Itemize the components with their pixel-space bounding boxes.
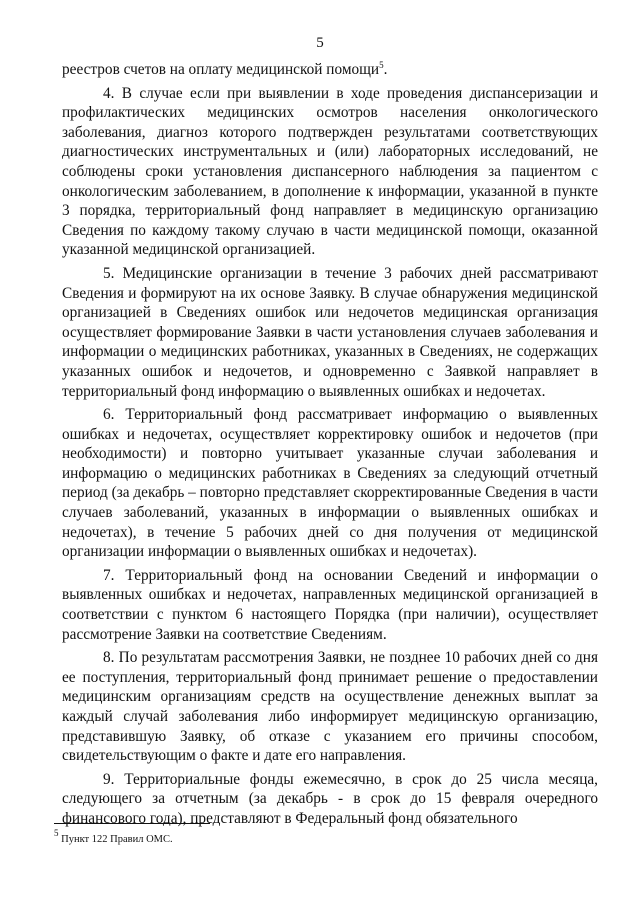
paragraph-item-9: 9. Территориальные фонды ежемесячно, в срок до 25 числа месяца, следующего за отчетным (за декабрь - в срок до 15 февраля очередного финансового года), представляют в Федеральный фонд обязательного: [62, 770, 598, 827]
footnote-reference: 5: [379, 60, 384, 70]
paragraph-item-6: 6. Территориальный фонд рассматривает информацию о выявленных ошибках и недочетах, осуществляет корректировку ошибок и недочетов (при необходимости) и повторно учитывает указанные случаи заболевания и информацию о медицинских работниках в Сведениях за следующий отчетный период (за декабрь – повторно представляет скорректированные Сведения в части случаев заболеваний, указанных в информации о выявленных ошибках и недочетах), в течение 5 рабочих дней со дня получения от медицинской организации информации о выявленных ошибках и недочетах).: [62, 406, 598, 561]
paragraph-item-4: 4. В случае если при выявлении в ходе проведения диспансеризации и профилактических медицинских осмотров населения онкологического заболевания, диагноз которого подтвержден результатами соответствующих диагностических инструментальных и (или) лабораторных исследований, не соблюдены сроки установления диспансерного наблюдения за пациентом с онкологическим заболеванием, в дополнение к информации, указанной в пункте 3 порядка, территориальный фонд направляет в медицинскую организацию Сведения по каждому такому случаю в части медицинской помощи, оказанной указанной медицинской организацией.: [62, 84, 598, 259]
paragraph-item-7: 7. Территориальный фонд на основании Сведений и информации о выявленных ошибках и недочетах, направленных медицинской организацией в соответствии с пунктом 6 настоящего Порядка (при наличии), осуществляет рассмотрение Заявки на соответствие Сведениям.: [62, 566, 598, 643]
footnote-text: Пункт 122 Правил ОМС.: [61, 834, 173, 845]
footnote-marker: 5: [54, 828, 59, 838]
paragraph-text: реестров счетов на оплату медицинской помощи: [62, 61, 380, 78]
paragraph-tail: .: [383, 61, 388, 78]
footnote: [54, 828, 454, 846]
footnote-divider: [54, 823, 210, 824]
page-number: 5: [316, 35, 324, 51]
document-body: [62, 60, 598, 829]
paragraph-item-8: 8. По результатам рассмотрения Заявки, не позднее 10 рабочих дней со дня ее поступления, территориальный фонд принимает решение о предоставлении медицинским организациям средств на осуществление денежных выплат за каждый случай заболевания либо информирует медицинскую организацию, представившую Заявку, об отказе с указанием его причины способом, свидетельствующим о факте и дате его направления.: [62, 649, 598, 765]
paragraph-continuation: [62, 60, 598, 80]
paragraph-item-5: 5. Медицинские организации в течение 3 рабочих дней рассматривают Сведения и формируют на их основе Заявку. В случае обнаружения медицинской организацией в Сведениях ошибок или недочетов медицинская организация осуществляет формирование Заявки в части установления случаев заболевания и информации о медицинских работниках, указанных в Сведениях, не содержащих указанных ошибок и недочетов, и одновременно с Заявкой направляет в территориальный фонд информацию о выявленных ошибках и недочетах.: [62, 264, 598, 400]
